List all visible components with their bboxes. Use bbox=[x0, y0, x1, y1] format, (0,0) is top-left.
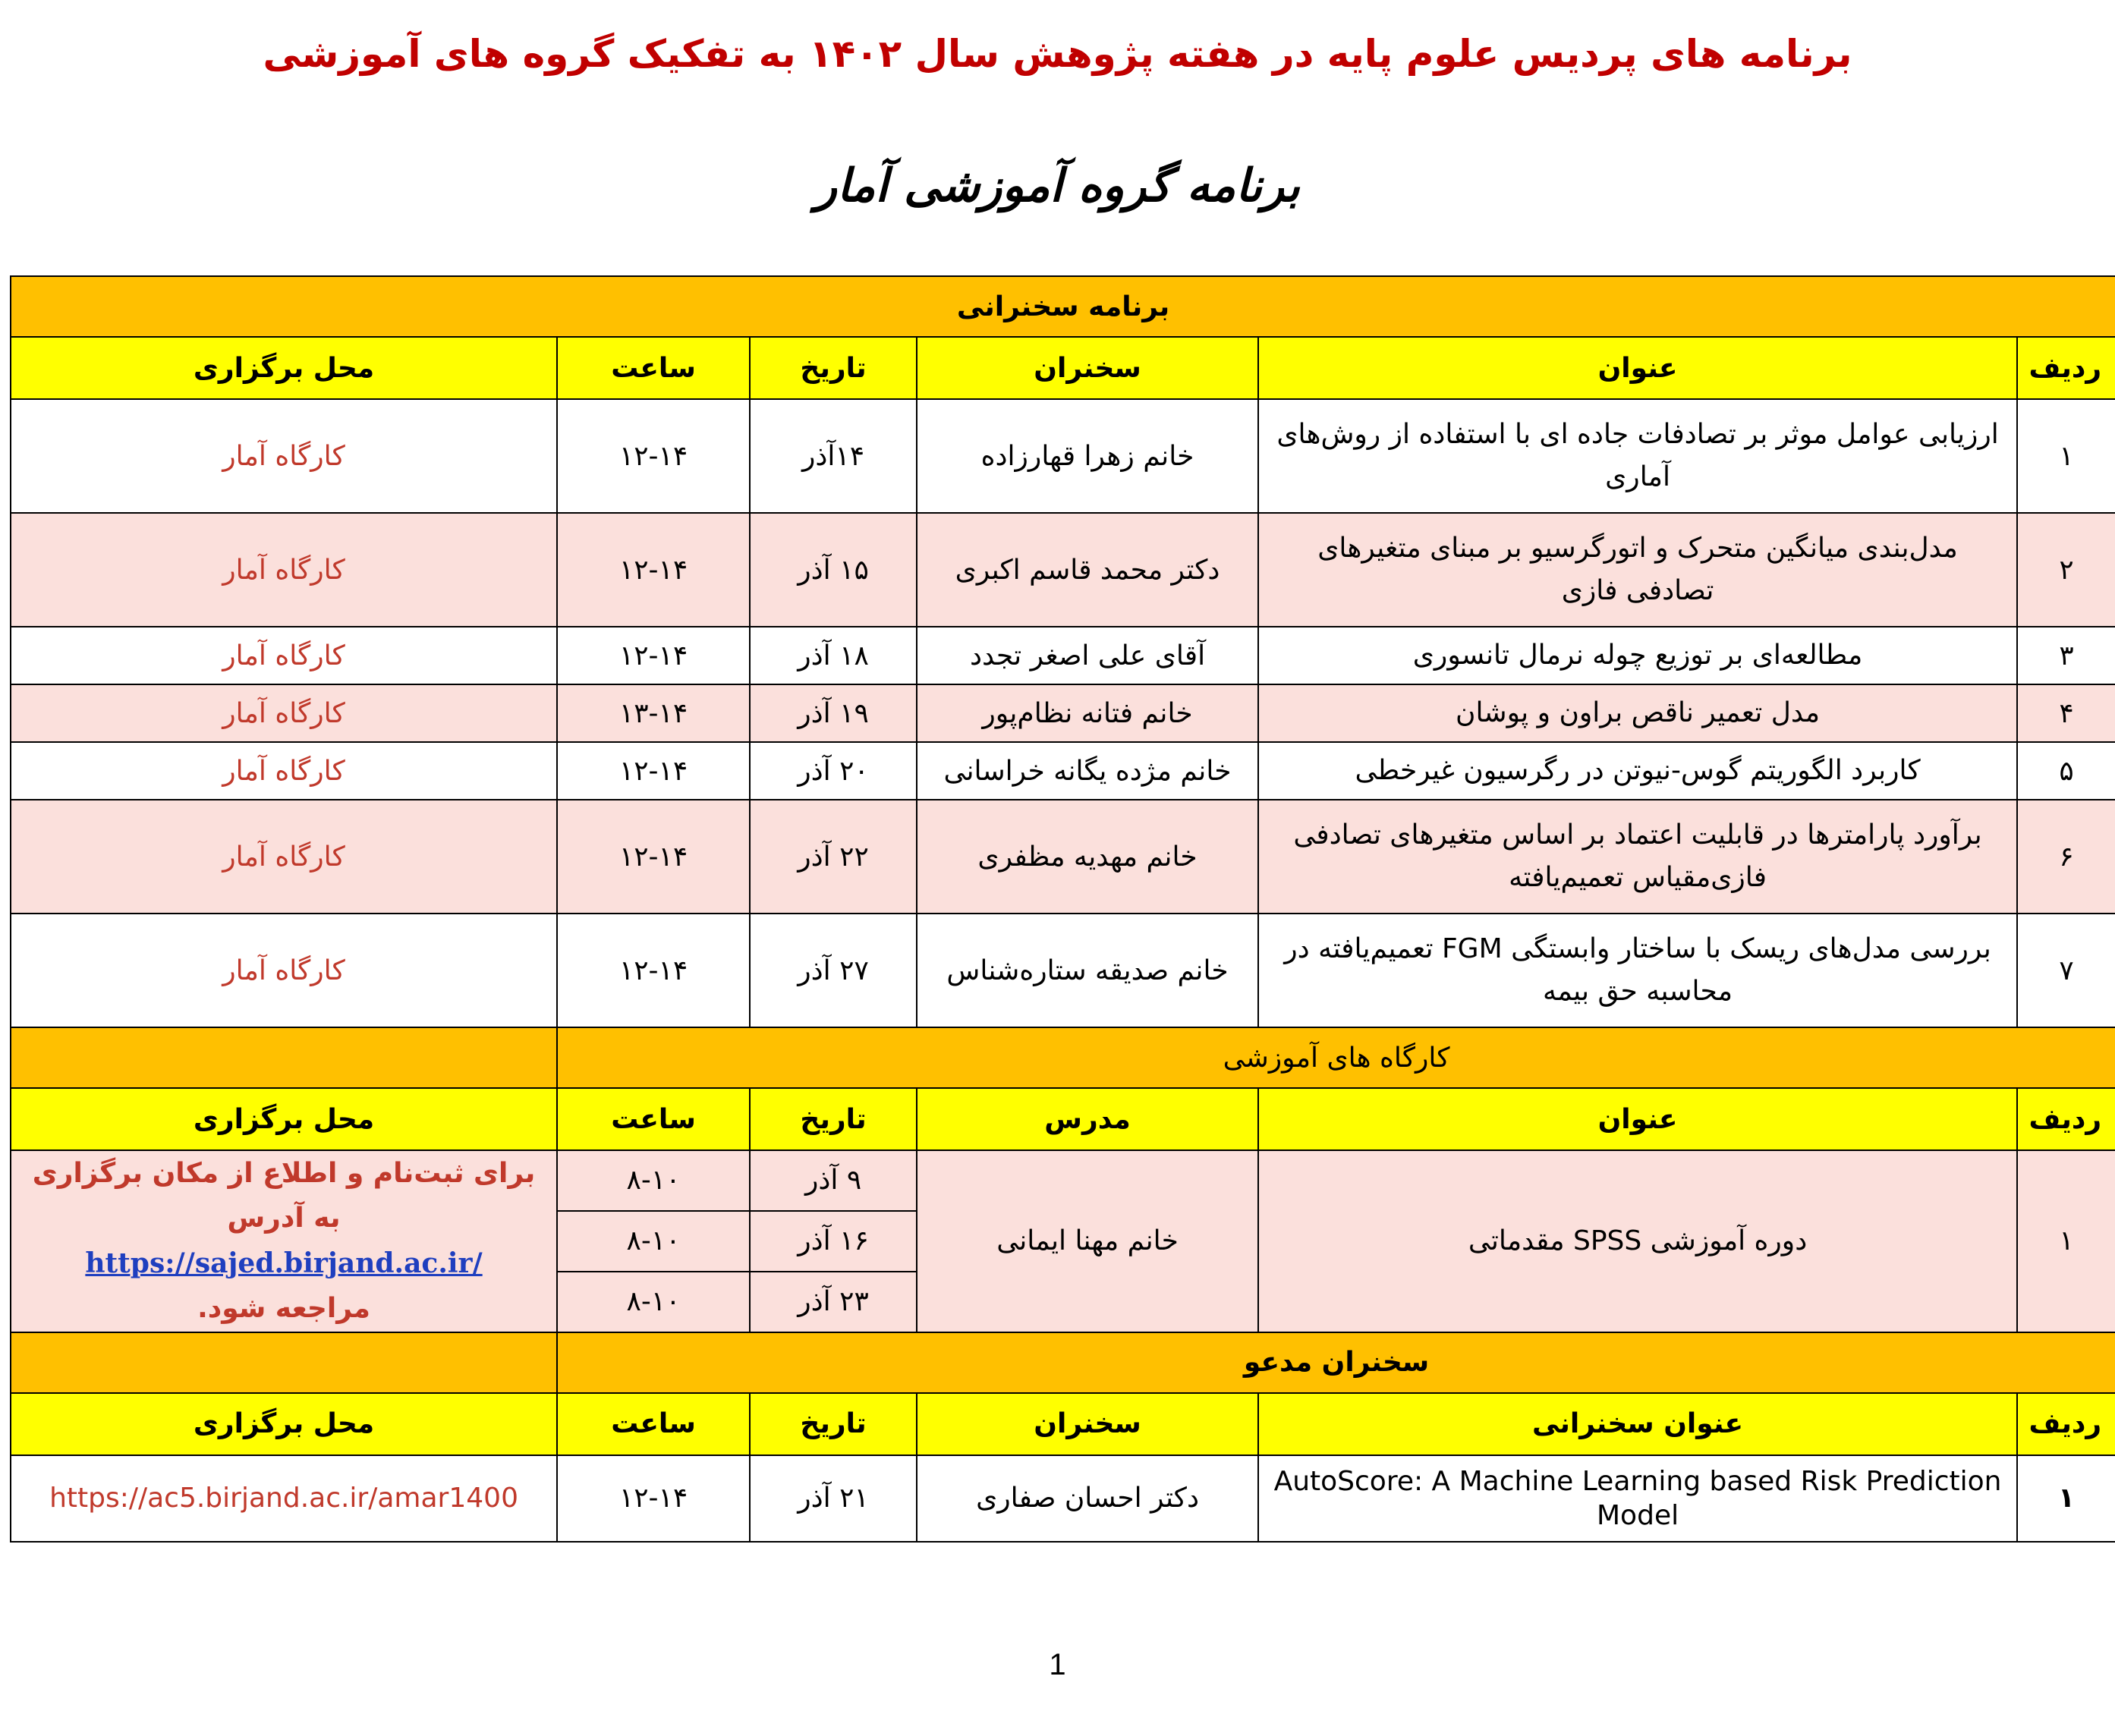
lecture-date: ۲۲ آذر bbox=[750, 800, 917, 914]
workshop-session-date: ۹ آذر bbox=[750, 1150, 917, 1211]
lecture-time: ۱۲-۱۴ bbox=[557, 914, 750, 1027]
lecture-title: مدل تعمیر ناقص براون و پوشان bbox=[1258, 684, 2017, 742]
table-row bbox=[11, 1150, 2115, 1211]
col-header-speaker: سخنران bbox=[917, 337, 1258, 399]
lecture-time: ۱۲-۱۴ bbox=[557, 399, 750, 513]
lecture-time: ۱۲-۱۴ bbox=[557, 800, 750, 914]
workshop-session-time: ۸-۱۰ bbox=[557, 1272, 750, 1332]
workshop-title: دوره آموزشی SPSS مقدماتی bbox=[1258, 1150, 2017, 1332]
col-header-venue: محل برگزاری bbox=[11, 1088, 557, 1150]
table-row bbox=[11, 800, 2115, 914]
lecture-time: ۱۲-۱۴ bbox=[557, 742, 750, 800]
lecture-title: مطالعه‌ای بر توزیع چوله نرمال تانسوری bbox=[1258, 627, 2017, 684]
lecture-venue: کارگاه آمار bbox=[11, 742, 557, 800]
registration-link[interactable]: https://sajed.birjand.ac.ir/ bbox=[85, 1247, 483, 1279]
col-header-date: تاریخ bbox=[750, 337, 917, 399]
invited-venue-url[interactable]: https://ac5.birjand.ac.ir/amar1400 bbox=[11, 1455, 557, 1542]
lecture-speaker: خانم زهرا قهارزاده bbox=[917, 399, 1258, 513]
invited-column-headers bbox=[11, 1393, 2115, 1455]
invited-date: ۲۱ آذر bbox=[750, 1455, 917, 1542]
workshop-venue bbox=[11, 1150, 557, 1332]
col-header-time: ساعت bbox=[557, 1393, 750, 1455]
lecture-speaker: خانم صدیقه ستاره‌شناس bbox=[917, 914, 1258, 1027]
lecture-speaker: خانم مهدیه مظفری bbox=[917, 800, 1258, 914]
invited-section-header bbox=[11, 1332, 2115, 1393]
row-number: ۶ bbox=[2017, 800, 2115, 914]
workshop-session-date: ۱۶ آذر bbox=[750, 1211, 917, 1272]
workshops-section-header bbox=[11, 1027, 2115, 1088]
row-number: ۱ bbox=[2017, 399, 2115, 513]
lectures-section-header bbox=[11, 276, 2115, 337]
lecture-venue: کارگاه آمار bbox=[11, 914, 557, 1027]
row-number: ۱ bbox=[2017, 1150, 2115, 1332]
lecture-venue: کارگاه آمار bbox=[11, 627, 557, 684]
lecture-venue: کارگاه آمار bbox=[11, 684, 557, 742]
row-number: ۱ bbox=[2017, 1455, 2115, 1542]
col-header-title: عنوان bbox=[1258, 337, 2017, 399]
lecture-date: ۲۰ آذر bbox=[750, 742, 917, 800]
col-header-instructor: مدرس bbox=[917, 1088, 1258, 1150]
lecture-title: برآورد پارامترها در قابلیت اعتماد بر اساس متغیرهای تصادفی فازی‌مقیاس تعمیم‌یافته bbox=[1258, 800, 2017, 914]
lecture-title: بررسی مدل‌های ریسک با ساختار وابستگی FGM تعمیم‌یافته در محاسبه حق بیمه bbox=[1258, 914, 2017, 1027]
group-subtitle: برنامه گروه آموزشی آمار bbox=[815, 159, 1300, 212]
workshop-session-time: ۸-۱۰ bbox=[557, 1150, 750, 1211]
col-header-date: تاریخ bbox=[750, 1393, 917, 1455]
col-header-venue: محل برگزاری bbox=[11, 337, 557, 399]
table-row bbox=[11, 399, 2115, 513]
col-header-title: عنوان سخنرانی bbox=[1258, 1393, 2017, 1455]
lecture-venue: کارگاه آمار bbox=[11, 399, 557, 513]
workshop-session-time: ۸-۱۰ bbox=[557, 1211, 750, 1272]
lecture-speaker: خانم مژده یگانه خراسانی bbox=[917, 742, 1258, 800]
lectures-section-title: برنامه سخنرانی bbox=[11, 276, 2115, 337]
lecture-title: ارزیابی عوامل موثر بر تصادفات جاده ای با استفاده از روش‌های آماری bbox=[1258, 399, 2017, 513]
lecture-time: ۱۲-۱۴ bbox=[557, 627, 750, 684]
workshop-instructor: خانم مهنا ایمانی bbox=[917, 1150, 1258, 1332]
col-header-venue: محل برگزاری bbox=[11, 1393, 557, 1455]
page-number: 1 bbox=[1049, 1648, 1066, 1681]
lectures-column-headers bbox=[11, 337, 2115, 399]
workshops-column-headers bbox=[11, 1088, 2115, 1150]
col-header-speaker: سخنران bbox=[917, 1393, 1258, 1455]
lecture-date: ۱۵ آذر bbox=[750, 513, 917, 627]
table-row bbox=[11, 914, 2115, 1027]
col-header-date: تاریخ bbox=[750, 1088, 917, 1150]
schedule-table bbox=[10, 275, 2115, 1543]
lecture-time: ۱۳-۱۴ bbox=[557, 684, 750, 742]
lecture-date: ۱۴آذر bbox=[750, 399, 917, 513]
workshop-session-date: ۲۳ آذر bbox=[750, 1272, 917, 1332]
invited-talk-title: AutoScore: A Machine Learning based Risk Prediction Model bbox=[1258, 1455, 2017, 1542]
col-header-time: ساعت bbox=[557, 1088, 750, 1150]
row-number: ۴ bbox=[2017, 684, 2115, 742]
table-row bbox=[11, 513, 2115, 627]
section-header-blank bbox=[11, 1027, 557, 1088]
page-title: برنامه های پردیس علوم پایه در هفته پژوهش سال ۱۴۰۲ به تفکیک گروه های آموزشی bbox=[263, 32, 1852, 76]
col-header-title: عنوان bbox=[1258, 1088, 2017, 1150]
invited-speaker: دکتر احسان صفاری bbox=[917, 1455, 1258, 1542]
invited-section-title: سخنران مدعو bbox=[557, 1332, 2115, 1393]
lecture-date: ۲۷ آذر bbox=[750, 914, 917, 1027]
lecture-date: ۱۹ آذر bbox=[750, 684, 917, 742]
table-row bbox=[11, 742, 2115, 800]
table-row bbox=[11, 1455, 2115, 1542]
col-header-row: ردیف bbox=[2017, 1088, 2115, 1150]
invited-time: ۱۲-۱۴ bbox=[557, 1455, 750, 1542]
row-number: ۵ bbox=[2017, 742, 2115, 800]
row-number: ۳ bbox=[2017, 627, 2115, 684]
lecture-speaker: دکتر محمد قاسم اکبری bbox=[917, 513, 1258, 627]
col-header-row: ردیف bbox=[2017, 1393, 2115, 1455]
table-row bbox=[11, 627, 2115, 684]
table-row bbox=[11, 684, 2115, 742]
row-number: ۲ bbox=[2017, 513, 2115, 627]
section-header-blank bbox=[11, 1332, 557, 1393]
workshop-venue-line2: مراجعه شود. bbox=[197, 1293, 370, 1325]
lecture-title: مدل‌بندی میانگین متحرک و اتورگرسیو بر مبنای متغیرهای تصادفی فازی bbox=[1258, 513, 2017, 627]
workshop-venue-line1: برای ثبت‌نام و اطلاع از مکان برگزاری به آدرس bbox=[32, 1158, 536, 1234]
lecture-speaker: خانم فتانه نظام‌پور bbox=[917, 684, 1258, 742]
row-number: ۷ bbox=[2017, 914, 2115, 1027]
workshops-section-title: کارگاه های آموزشی bbox=[557, 1027, 2115, 1088]
col-header-time: ساعت bbox=[557, 337, 750, 399]
lecture-speaker: آقای علی اصغر تجدد bbox=[917, 627, 1258, 684]
lecture-title: کاربرد الگوریتم گوس-نیوتن در رگرسیون غیرخطی bbox=[1258, 742, 2017, 800]
lecture-venue: کارگاه آمار bbox=[11, 513, 557, 627]
lecture-time: ۱۲-۱۴ bbox=[557, 513, 750, 627]
lecture-venue: کارگاه آمار bbox=[11, 800, 557, 914]
col-header-row: ردیف bbox=[2017, 337, 2115, 399]
lecture-date: ۱۸ آذر bbox=[750, 627, 917, 684]
